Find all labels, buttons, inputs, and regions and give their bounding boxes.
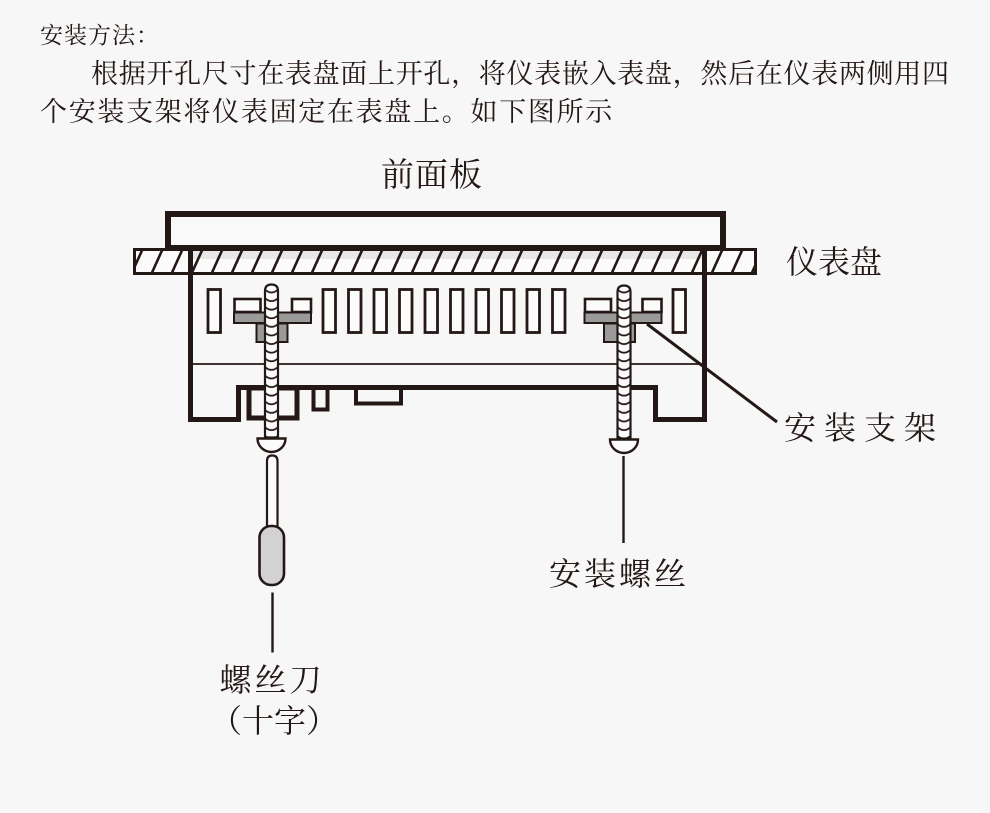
instructions-heading: 安装方法：: [40, 23, 160, 48]
vent-slot: [527, 290, 540, 333]
screw-head: [258, 439, 286, 453]
mounting-screw-label: 安装螺丝: [549, 556, 690, 592]
vent-slot: [400, 290, 413, 333]
instructions-body-line2: 个安装支架将仪表固定在表盘上。如下图所示: [40, 97, 614, 127]
instrument-panel-board: [135, 250, 756, 274]
mounting-screw-right: [610, 286, 638, 454]
vent-slot: [673, 290, 686, 333]
vent-slot: [425, 290, 438, 333]
vent-slot: [476, 290, 489, 333]
vent-slot: [451, 290, 464, 333]
vent-slot: [323, 290, 336, 333]
vent-slot: [374, 290, 387, 333]
instrument-panel-label: 仪表盘: [786, 244, 883, 280]
mounting-bracket-label: 安装支架: [784, 410, 945, 446]
bottom-tab-small: [314, 388, 328, 410]
front-panel-label: 前面板: [381, 158, 483, 194]
instructions-body-line1: 根据开孔尺寸在表盘面上开孔，将仪表嵌入表盘，然后在仪表两侧用四: [91, 59, 950, 89]
screwdriver-label: 螺丝刀: [219, 662, 325, 698]
screwdriver-shape: [260, 456, 285, 586]
vent-slot: [208, 290, 221, 333]
front-panel-shape: [168, 214, 723, 248]
bracket-pointer-line: [647, 324, 777, 422]
vent-slot: [349, 290, 362, 333]
screwdriver-type-label: （十字）: [209, 703, 339, 739]
vent-slot: [502, 290, 515, 333]
screwdriver-handle: [260, 526, 285, 585]
vent-slot: [553, 290, 566, 333]
screwdriver-shaft: [267, 456, 278, 529]
screw-head: [610, 440, 638, 454]
